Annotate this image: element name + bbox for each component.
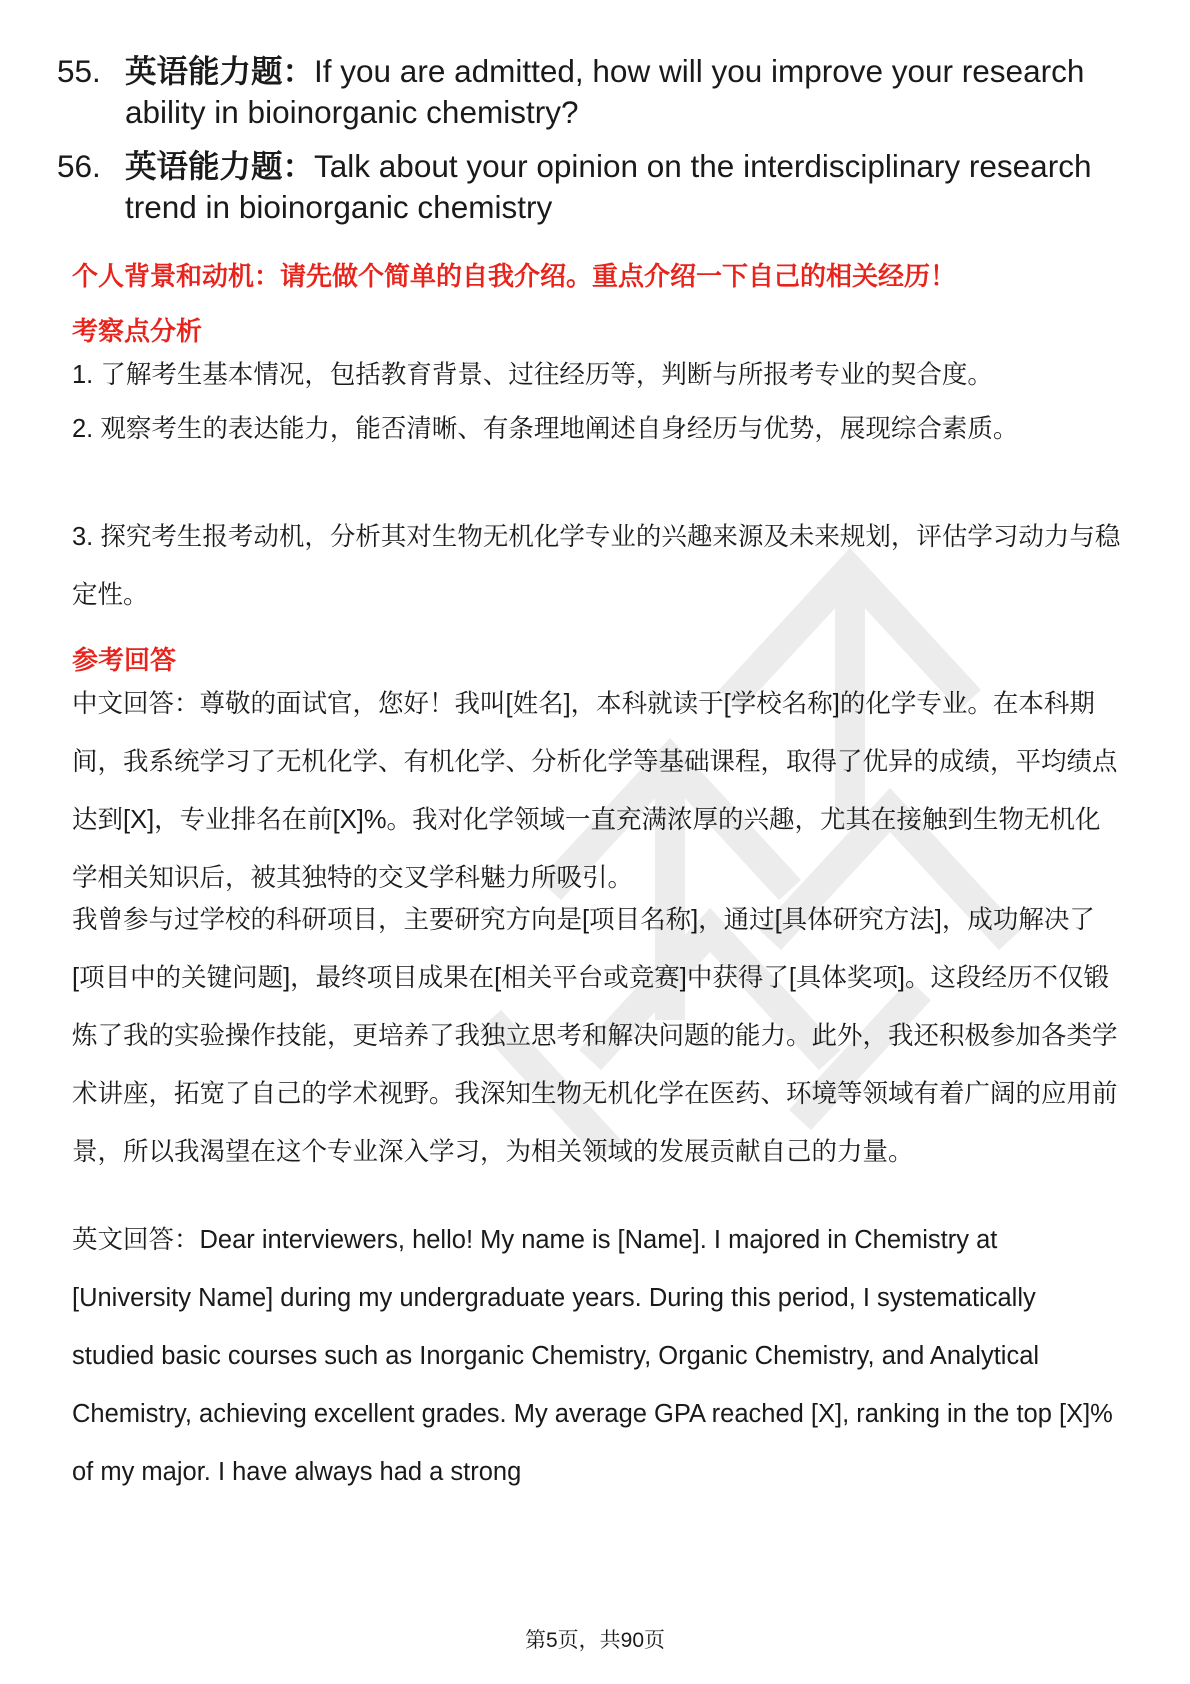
analysis-point: 3. 探究考生报考动机，分析其对生物无机化学专业的兴趣来源及未来规划，评估学习动力与稳定性。: [72, 523, 1121, 609]
page-number-footer: 第5页，共90页: [524, 1629, 666, 1652]
question-tag: 英语能力题：: [125, 53, 315, 89]
answer-chinese-paragraph-2: 我曾参与过学校的科研项目，主要研究方向是[项目名称]，通过[具体研究方法]，成功解决了[项目中的关键问题]，最终项目成果在[相关平台或竞赛]中获得了[具体奖项]。这段经历不仅锻炼了我的实验操作技能，更培养了我独立思考和解决问题的能力。此外，我还积极参加各类学术讲座，拓宽了自己的学术视野。我深知生物无机化学在医药、环境等领域有着广阔的应用前景，所以我渴望在这个专业深入学习，为相关领域的发展贡献自己的力量。: [72, 906, 1118, 1166]
answer-heading: 参考回答: [72, 645, 177, 675]
analysis-point: 1. 了解考生基本情况，包括教育背景、过往经历等，判断与所报考专业的契合度。: [72, 361, 993, 389]
question-text: If you are admitted, how will you improve your research ability in bioinorganic chemistry?: [125, 53, 1085, 130]
question-56: [57, 146, 1117, 228]
question-55: [57, 51, 1117, 133]
question-text: Talk about your opinion on the interdisciplinary research trend in bioinorganic chemistry: [125, 148, 1092, 225]
question-number: 56.: [57, 148, 101, 184]
question-tag: 英语能力题：: [125, 148, 315, 184]
main-question-heading: 个人背景和动机：请先做个简单的自我介绍。重点介绍一下自己的相关经历！: [72, 261, 957, 291]
analysis-heading: 考察点分析: [72, 316, 203, 346]
analysis-point: 2. 观察考生的表达能力，能否清晰、有条理地阐述自身经历与优势，展现综合素质。: [72, 415, 1019, 443]
question-number: 55.: [57, 53, 101, 89]
answer-chinese-paragraph-1: 中文回答：尊敬的面试官，您好！我叫[姓名]，本科就读于[学校名称]的化学专业。在本科期间，我系统学习了无机化学、有机化学、分析化学等基础课程，取得了优异的成绩，平均绩点达到[X]，专业排名在前[X]%。我对化学领域一直充满浓厚的兴趣，尤其在接触到生物无机化学相关知识后，被其独特的交叉学科魅力所吸引。: [72, 690, 1118, 892]
answer-english-paragraph: 英文回答：Dear interviewers, hello! My name is [Name]. I majored in Chemistry at [University Name] during my undergraduate years. During this period, I systematically studied basic courses such as Inorganic Chemistry, Organic Chemistry, and Analytical Chemistry, achieving excellent grades. My average GPA reached [X], ranking in the top [X]% of my major. I have always had a strong: [72, 1226, 1113, 1486]
